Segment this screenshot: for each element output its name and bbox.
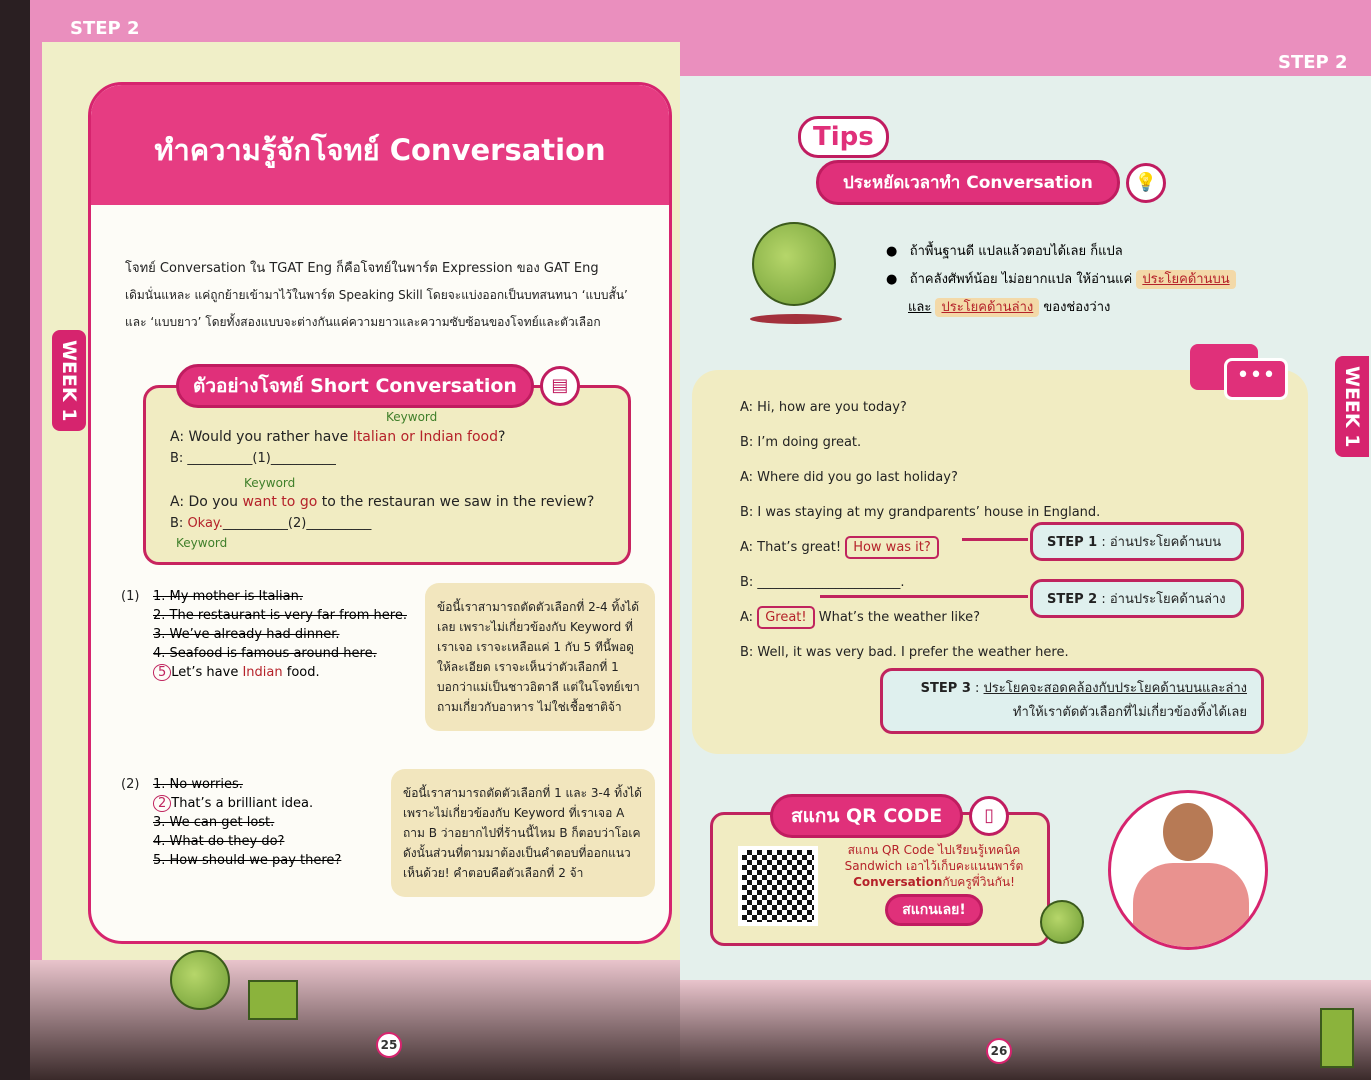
page-number: 25 xyxy=(376,1032,402,1058)
connector-line xyxy=(962,538,1028,541)
tip-bullet: ● ถ้าคลังศัพท์น้อย ไม่อยากแปล ให้อ่านแค่ ประโยคด้านบน xyxy=(886,266,1346,294)
option-crossed: 5. How should we pay there? xyxy=(153,853,342,868)
page-title: ทำความรู้จักโจทย์ Conversation xyxy=(91,85,669,205)
dialogue-line: A: Where did you go last holiday? xyxy=(740,470,958,485)
dialogue-line: A: That’s great! How was it? xyxy=(740,530,1100,565)
qr-title: สแกน QR CODE xyxy=(770,794,963,838)
tip-bullet-cont: และ ประโยคด้านล่าง ของช่องว่าง xyxy=(908,300,1111,315)
example-title: ตัวอย่างโจทย์ Short Conversation xyxy=(176,364,534,408)
tips-bullets xyxy=(886,238,1346,322)
q2-a: A: Do you want to go to the restauran we saw in the review? xyxy=(170,494,595,510)
tips-badge: Tips xyxy=(798,116,889,158)
scan-now-button[interactable]: สแกนเลย! xyxy=(885,894,983,926)
explanation-note-2: ข้อนี้เราสามารถตัดตัวเลือกที่ 1 และ 3-4 ทิ้งได้ เพราะไม่เกี่ยวข้องกับ Keyword ที่เราเจอ A ถาม B ว่าอยากไปที่ร้านนี้ไหม B ก็ตอบว่าโอเค ดังนั้นส่วนที่ตามมาต้องเป็นคำตอบที่ออกแนวเห็นด้วย! คำตอบคือตัวเลือกที่ 2 จ้า xyxy=(391,769,655,897)
keyword-label: Keyword xyxy=(244,476,296,490)
top-band xyxy=(680,0,1371,76)
teacher-photo xyxy=(1108,790,1268,950)
step3-box: STEP 3 : ประโยคจะสอดคล้องกับประโยคด้านบนและล่าง ทำให้เราตัดตัวเลือกที่ไม่เกี่ยวข้องทิ้งได้เลย xyxy=(880,668,1264,734)
option-correct: 5 Let’s have Indian food. xyxy=(153,663,415,682)
left-page xyxy=(30,0,682,1080)
qr-text: สแกน QR Code ไปเรียนรู้เทคนิค Sandwich เอาไว้เก็บคะแนนพาร์ต Conversationกับครูพี่วินกัน! xyxy=(844,843,1024,889)
q1-b: B: __________(1)__________ xyxy=(170,451,336,466)
document-icon: ▤ xyxy=(540,366,580,406)
side-band xyxy=(30,0,42,1080)
step-label: STEP 2 xyxy=(1278,52,1348,73)
content-card xyxy=(88,82,672,944)
durian-mascot-illustration xyxy=(170,950,230,1010)
option-crossed: 1. My mother is Italian. xyxy=(153,589,303,604)
option-crossed: 4. Seafood is famous around here. xyxy=(153,646,377,661)
qr-code-image[interactable] xyxy=(738,846,818,926)
lightbulb-icon: 💡 xyxy=(1126,163,1166,203)
option-crossed: 4. What do they do? xyxy=(153,834,285,849)
option-crossed: 3. We can get lost. xyxy=(153,815,275,830)
keyword-label: Keyword xyxy=(176,536,228,550)
pipe-illustration xyxy=(1320,1008,1354,1068)
step2-box: STEP 2 : อ่านประโยคด้านล่าง xyxy=(1030,579,1244,618)
answer-1-num: (1) xyxy=(121,589,140,604)
bottom-scenery xyxy=(680,980,1371,1080)
intro-line: โจทย์ Conversation ใน TGAT Eng ก็คือโจทย์ในพาร์ต Expression ของ GAT Eng xyxy=(125,261,599,276)
keyword-label: Keyword xyxy=(386,410,438,424)
tips-title: ประหยัดเวลาทำ Conversation xyxy=(816,160,1120,205)
intro-line: และ ‘แบบยาว’ โดยทั้งสองแบบจะต่างกันแค่ความยาวและความซับซ้อนของโจทย์และตัวเลือก xyxy=(125,315,601,329)
shadow xyxy=(750,314,842,324)
dialogue-line: B: I’m doing great. xyxy=(740,435,862,450)
example-header xyxy=(176,364,580,408)
durian-mascot-illustration xyxy=(752,222,836,306)
pink-jacket xyxy=(1133,863,1249,950)
right-page xyxy=(680,0,1371,1080)
chat-dots-icon: ••• xyxy=(1224,358,1288,400)
step1-box: STEP 1 : อ่านประโยคด้านบน xyxy=(1030,522,1244,561)
durian-mascot-illustration xyxy=(1040,900,1084,944)
dialogue-line: A: Great! What’s the weather like? xyxy=(740,600,1100,635)
page-number: 26 xyxy=(986,1038,1012,1064)
intro-line: เดิมนั่นแหละ แค่ถูกย้ายเข้ามาไว้ในพาร์ต Speaking Skill โดยจะแบ่งออกเป็นบทสนทนา ‘แบบสั้น’ xyxy=(125,288,628,302)
dialogue-line: B: ______________________. xyxy=(740,575,905,590)
week-tab: WEEK 1 xyxy=(52,330,86,431)
phone-icon: ▯ xyxy=(969,796,1009,836)
dialogue-line: A: Hi, how are you today? xyxy=(740,400,907,415)
intro-text xyxy=(125,255,655,336)
qr-header xyxy=(770,794,1009,838)
answer-2-options xyxy=(153,775,377,870)
bottom-scenery xyxy=(30,960,682,1080)
option-crossed: 1. No worries. xyxy=(153,777,243,792)
qr-content xyxy=(828,842,1040,926)
dialogue-line: B: I was staying at my grandparents’ house in England. xyxy=(740,505,1101,520)
pipe-illustration xyxy=(248,980,298,1020)
head xyxy=(1163,803,1213,861)
example-box xyxy=(143,375,631,565)
week-tab: WEEK 1 xyxy=(1335,356,1369,457)
tip-bullet: ● ถ้าพื้นฐานดี แปลแล้วตอบได้เลย ก็แปล xyxy=(886,244,1123,259)
option-crossed: 3. We’ve already had dinner. xyxy=(153,627,340,642)
q1-a: A: Would you rather have Italian or Indian food? xyxy=(170,429,506,445)
answer-1-options xyxy=(153,587,415,682)
q2-b: B: Okay.__________(2)__________ xyxy=(170,516,372,531)
connector-line xyxy=(820,595,1028,598)
explanation-note-1: ข้อนี้เราสามารถตัดตัวเลือกที่ 2-4 ทิ้งได้เลย เพราะไม่เกี่ยวข้องกับ Keyword ที่เราเจอ เราจะเหลือแค่ 1 กับ 5 ทีนี้พอดูให้ละเอียด เราจะเห็นว่าตัวเลือกที่ 1 บอกว่าแม่เป็นชาวอิตาลี แต่ในโจทย์เขาถามเกี่ยวกับอาหาร ไม่ใช่เชื้อชาติจ้า xyxy=(425,583,655,731)
dialogue-line: B: Well, it was very bad. I prefer the weather here. xyxy=(740,645,1069,660)
step-label: STEP 2 xyxy=(70,18,140,39)
option-correct: 2 That’s a brilliant idea. xyxy=(153,794,377,813)
answer-2-num: (2) xyxy=(121,777,140,792)
option-crossed: 2. The restaurant is very far from here. xyxy=(153,608,407,623)
tips-header xyxy=(816,160,1166,205)
